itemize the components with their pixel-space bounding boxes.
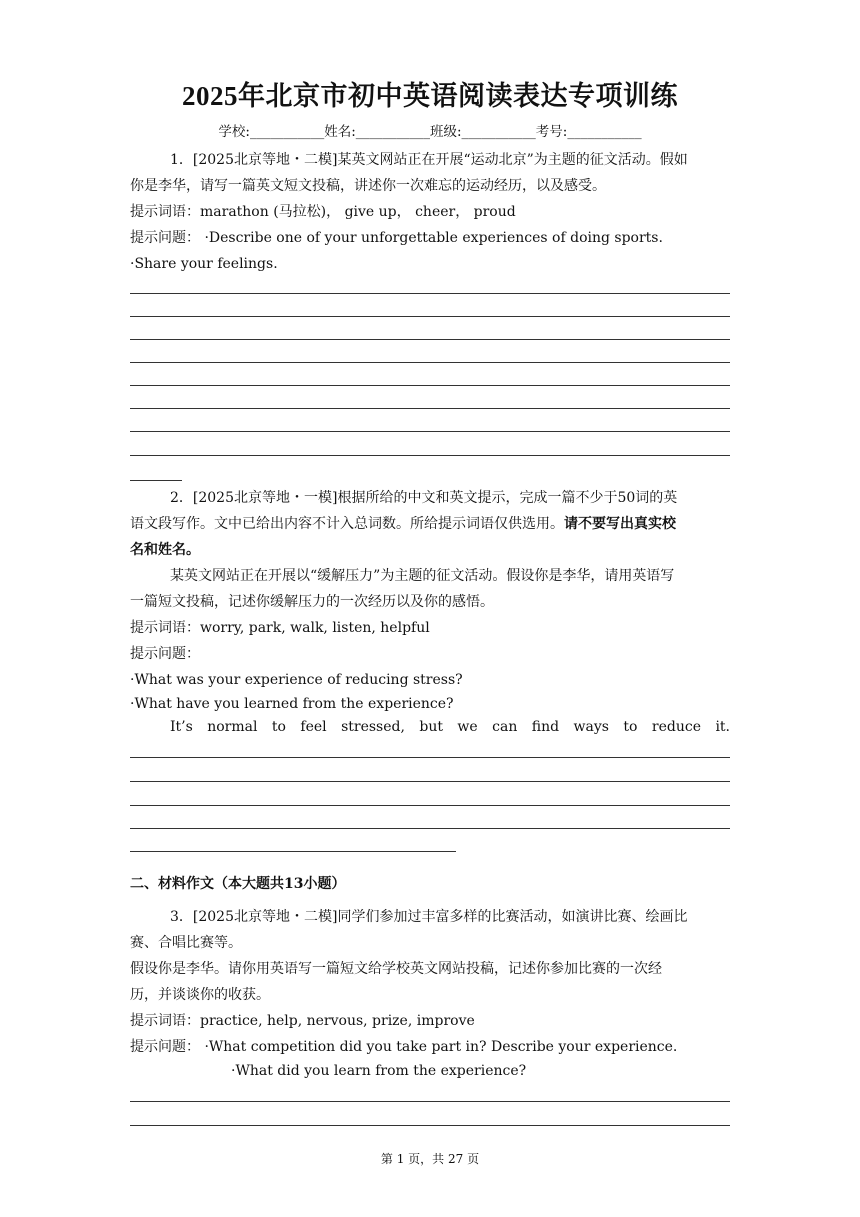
q3-para-line2: 历，并谈谈你的收获。 <box>130 987 270 1003</box>
answer-line <box>130 757 730 758</box>
answer-line <box>130 431 730 432</box>
q2-starter-sentence: It’s normal to feel stressed, but we can find ways to reduce it. <box>170 719 730 735</box>
q2-stem-normal: 语文段写作。文中已给出内容不计入总词数。所给提示词语仅供选用。 <box>130 516 564 532</box>
answer-line <box>130 1125 730 1126</box>
q3-para-line1: 假设你是李华。请你用英语写一篇短文给学校英文网站投稿，记述你参加比赛的一次经 <box>130 961 662 977</box>
page-footer: 第 1 页，共 27 页 <box>380 1152 480 1166</box>
answer-line <box>130 293 730 294</box>
q3-hint-question-1: 提示问题： ·What competition did you take part in? Describe your experience. <box>130 1039 678 1055</box>
answer-line <box>130 362 730 363</box>
q3-hint-question-2: ·What did you learn from the experience? <box>231 1063 527 1079</box>
q2-para-line1: 某英文网站正在开展以“缓解压力”为主题的征文活动。假设你是李华，请用英语写 <box>170 568 675 584</box>
q2-para-line2: 一篇短文投稿，记述你缓解压力的一次经历以及你的感悟。 <box>130 594 494 610</box>
q2-stem-line3: 名和姓名。 <box>130 542 200 558</box>
answer-line <box>130 455 730 456</box>
q2-hint-question-2: ·What have you learned from the experience? <box>130 696 454 712</box>
answer-line <box>130 316 730 317</box>
q2-stem-line1: 2．[2025北京等地・一模]根据所给的中文和英文提示，完成一篇不少于50词的英 <box>170 490 678 506</box>
answer-line <box>130 805 730 806</box>
answer-line <box>130 1101 730 1102</box>
section-heading: 二、材料作文（本大题共13小题） <box>130 876 346 892</box>
q2-hint-question-1: ·What was your experience of reducing stress? <box>130 672 463 688</box>
answer-line <box>130 851 456 852</box>
answer-line <box>130 828 730 829</box>
answer-line <box>130 339 730 340</box>
student-info-line: 学校:___________姓名:___________班级:___________考号:___________ <box>218 124 642 140</box>
q3-stem-line2: 赛、合唱比赛等。 <box>130 935 242 951</box>
q3-stem-line1: 3．[2025北京等地・二模]同学们参加过丰富多样的比赛活动，如演讲比赛、绘画比 <box>170 909 688 925</box>
answer-line <box>130 781 730 782</box>
q1-stem-line2: 你是李华，请写一篇英文短文投稿，讲述你一次难忘的运动经历，以及感受。 <box>130 178 606 194</box>
q3-hint-words: 提示词语：practice, help, nervous, prize, improve <box>130 1013 475 1029</box>
q1-hint-question-1: 提示问题： ·Describe one of your unforgettable experiences of doing sports. <box>130 230 663 246</box>
page-title: 2025年北京市初中英语阅读表达专项训练 <box>182 81 678 111</box>
answer-line <box>130 408 730 409</box>
q2-hint-label: 提示问题： <box>130 646 200 662</box>
q2-hint-words: 提示词语：worry, park, walk, listen, helpful <box>130 620 430 636</box>
q1-stem-line1: 1．[2025北京等地・二模]某英文网站正在开展“运动北京”为主题的征文活动。假如 <box>170 152 688 168</box>
q2-stem-line2 <box>130 511 730 537</box>
answer-line <box>130 385 730 386</box>
q2-stem-bold: 请不要写出真实校 <box>564 516 676 532</box>
q1-hint-words: 提示词语：marathon (马拉松)， give up， cheer， proud <box>130 204 516 220</box>
q1-hint-question-2: ·Share your feelings. <box>130 256 278 272</box>
answer-line <box>130 480 182 481</box>
